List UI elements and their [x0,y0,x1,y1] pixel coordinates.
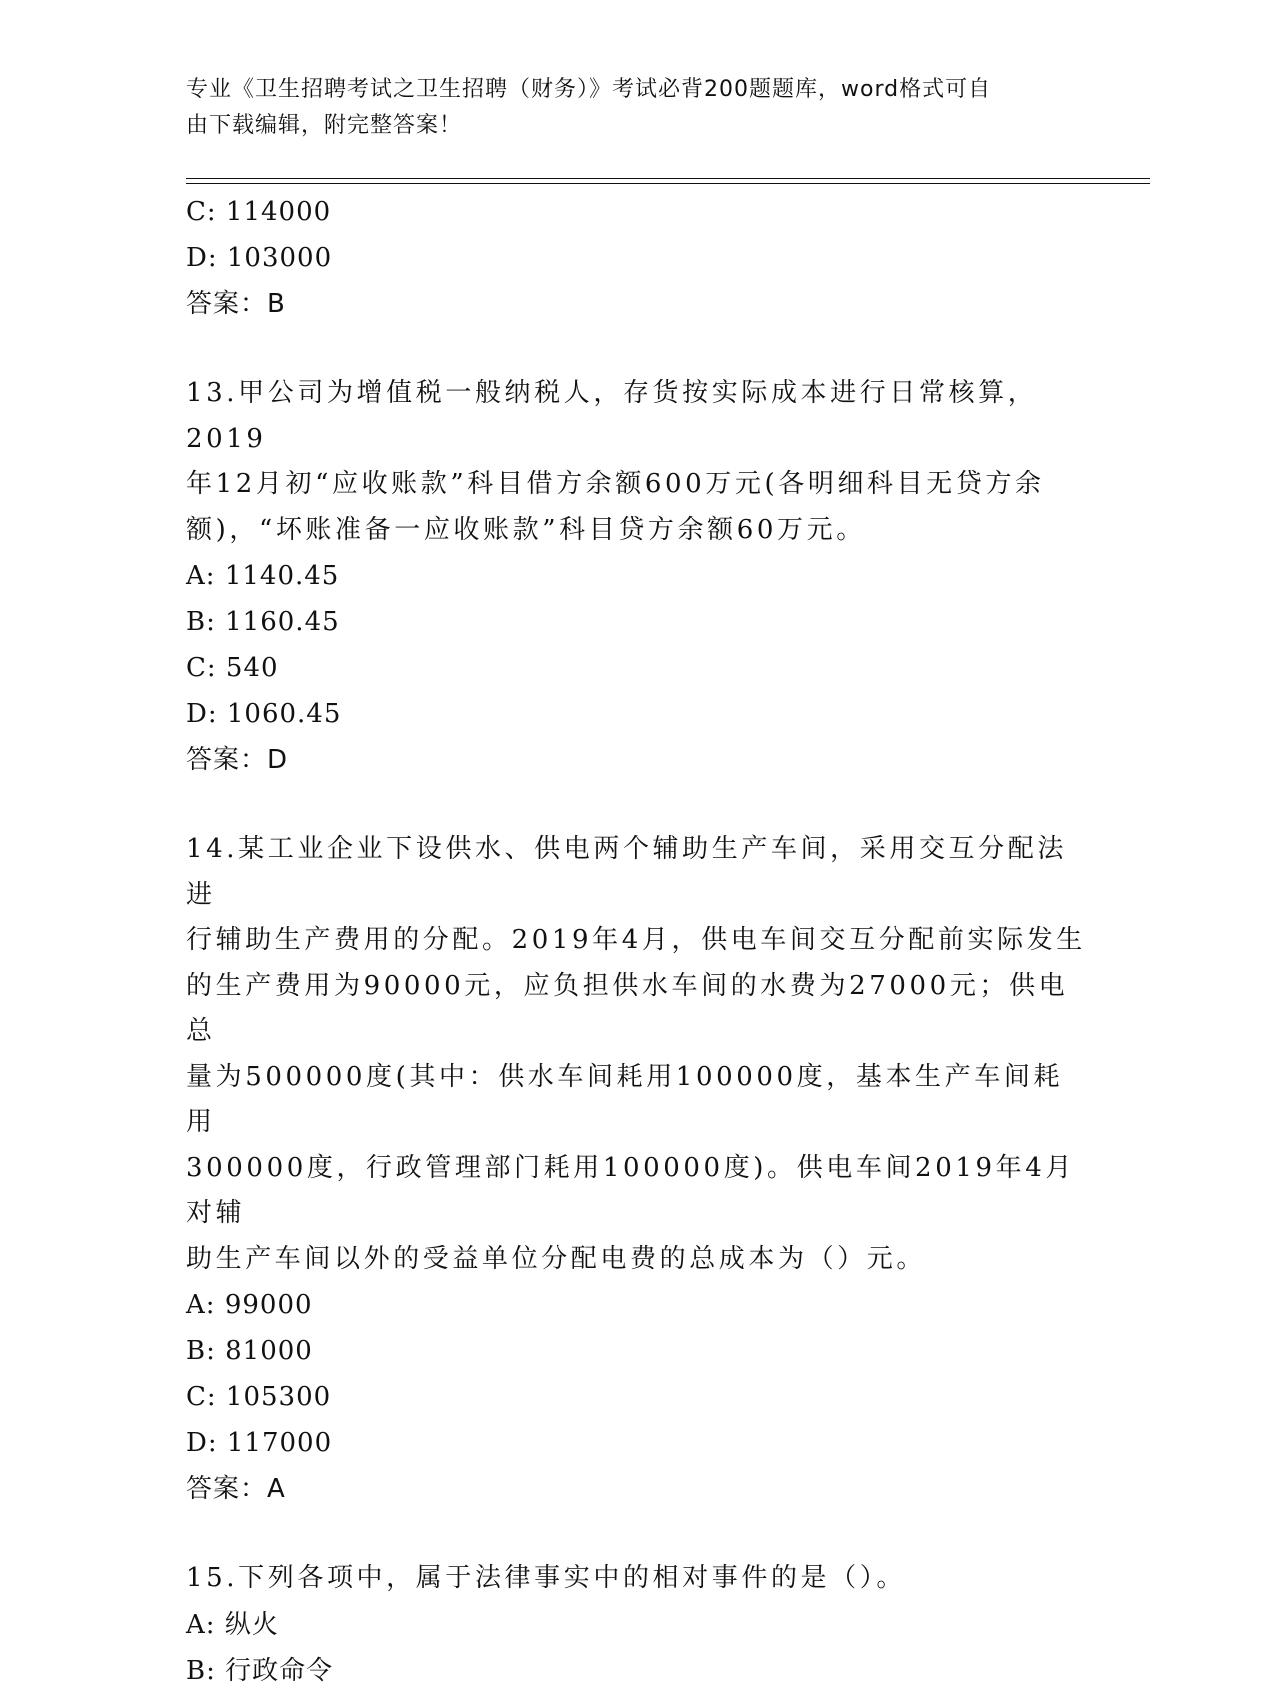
question-13 [186,371,1086,783]
option-d [186,235,1086,281]
option-a [186,553,1086,599]
option-label: B: [186,1655,216,1686]
option-a [186,1282,1086,1328]
option-text: 1160.45 [225,607,340,637]
option-c [186,189,1086,235]
option-text: 103000 [226,243,333,273]
option-label: B: [186,1336,216,1366]
option-label: A: [186,561,216,591]
question-text-line: 14.某工业企业下设供水、供电两个辅助生产车间，采用交互分配法进 [186,834,1067,910]
option-label: A: [186,1609,216,1640]
option-label: C: [186,1382,217,1412]
option-text: 540 [225,653,279,683]
option-label: C: [186,197,217,227]
option-text: 1140.45 [224,561,340,591]
option-label: A: [186,1290,216,1320]
option-label: D: [186,243,218,273]
question-text [186,1556,1086,1602]
option-label: D: [186,699,218,729]
question-text-line: 13.甲公司为增值税一般纳税人，存货按实际成本进行日常核算，2019 [186,378,1038,454]
answer-line: 答案：A [186,1474,286,1504]
question-text-line: 量为500000度(其中：供水车间耗用100000度，基本生产车间耗用 [186,1061,1064,1137]
question-text-line: 额)，“坏账准备一应收账款”科目贷方余额60万元。 [186,514,866,545]
question-text-line: 15.下列各项中，属于法律事实中的相对事件的是（）。 [186,1563,906,1593]
option-d [186,691,1086,737]
question-14 [186,827,1086,1512]
option-b [186,599,1086,645]
option-c [186,645,1086,691]
option-text: 81000 [225,1336,313,1366]
option-text: 纵火 [224,1609,279,1640]
option-c [186,1374,1086,1420]
option-text: 117000 [226,1428,333,1458]
option-text: 行政命令 [225,1655,334,1686]
question-15 [186,1556,1086,1694]
document-header [186,72,1076,144]
question-text [186,827,1086,1282]
question-text-line: 的生产费用为90000元，应负担供水车间的水费为27000元；供电总 [186,970,1069,1046]
header-line-1: 专业《卫生招聘考试之卫生招聘（财务）》考试必背200题题库，word格式可自 [186,77,992,102]
option-text: 105300 [225,1382,332,1412]
option-b [186,1328,1086,1374]
option-d [186,1420,1086,1466]
option-text: 99000 [224,1290,313,1320]
option-text: 114000 [225,197,332,227]
document-body [186,189,1086,1694]
answer-line: 答案：D [186,745,289,775]
option-label: D: [186,1428,218,1458]
question-text-line: 年12月初“应收账款”科目借方余额600万元(各明细科目无贷方余 [186,469,1045,499]
question-text-line: 300000度，行政管理部门耗用100000度)。供电车间2019年4月对辅 [186,1152,1075,1228]
question-text-line: 行辅助生产费用的分配。2019年4月，供电车间交互分配前实际发生 [186,925,1086,955]
header-line-2: 由下载编辑，附完整答案！ [186,113,463,138]
question-text [186,371,1086,553]
option-text: 1060.45 [226,699,342,729]
answer-line: 答案：B [186,289,286,319]
question-12-continued [186,189,1086,327]
question-text-line: 助生产车间以外的受益单位分配电费的总成本为（）元。 [186,1243,927,1274]
option-label: C: [186,653,217,683]
header-rule-bottom [186,183,1150,184]
option-a [186,1602,1086,1648]
header-rule-top [186,178,1150,179]
option-b [186,1648,1086,1694]
option-label: B: [186,607,216,637]
